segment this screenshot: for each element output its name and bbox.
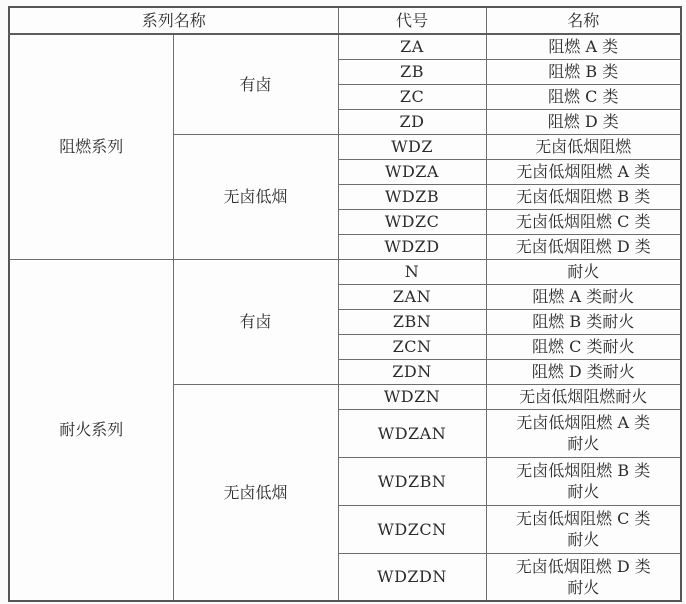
- name-cell: 无卤低烟阻燃 B 类耐火: [486, 457, 681, 505]
- series-group-label: 耐火系列: [9, 259, 173, 601]
- name-cell: 阻燃 B 类耐火: [486, 309, 681, 334]
- code-cell: ZCN: [338, 334, 486, 359]
- name-cell: 阻燃 D 类耐火: [486, 359, 681, 384]
- code-cell: ZB: [338, 59, 486, 84]
- code-cell: WDZCN: [338, 505, 486, 553]
- name-cell: 无卤低烟阻燃 A 类耐火: [486, 409, 681, 457]
- name-cell: 阻燃 A 类耐火: [486, 284, 681, 309]
- code-cell: WDZ: [338, 134, 486, 159]
- name-cell: 无卤低烟阻燃: [486, 134, 681, 159]
- name-cell: 无卤低烟阻燃 C 类: [486, 209, 681, 234]
- code-cell: WDZC: [338, 209, 486, 234]
- name-cell: 阻燃 A 类: [486, 34, 681, 59]
- code-cell: ZD: [338, 109, 486, 134]
- code-cell: ZAN: [338, 284, 486, 309]
- header-row: [9, 7, 681, 34]
- subgroup-label: 无卤低烟: [173, 384, 338, 601]
- name-cell: 耐火: [486, 259, 681, 284]
- code-cell: N: [338, 259, 486, 284]
- code-cell: ZDN: [338, 359, 486, 384]
- code-cell: WDZB: [338, 184, 486, 209]
- table-row: [9, 34, 681, 59]
- code-cell: WDZDN: [338, 553, 486, 601]
- code-cell: WDZA: [338, 159, 486, 184]
- subgroup-label: 有卤: [173, 259, 338, 384]
- name-cell: 无卤低烟阻燃 D 类: [486, 234, 681, 259]
- name-cell: 无卤低烟阻燃耐火: [486, 384, 681, 409]
- header-name: 名称: [486, 7, 681, 34]
- series-group-label: 阻燃系列: [9, 34, 173, 259]
- name-cell: 无卤低烟阻燃 D 类耐火: [486, 553, 681, 601]
- cable-series-table: [8, 6, 682, 602]
- code-cell: ZC: [338, 84, 486, 109]
- table-row: [9, 259, 681, 284]
- subgroup-label: 有卤: [173, 34, 338, 134]
- code-cell: WDZD: [338, 234, 486, 259]
- name-cell: 阻燃 C 类: [486, 84, 681, 109]
- code-cell: WDZN: [338, 384, 486, 409]
- name-cell: 无卤低烟阻燃 B 类: [486, 184, 681, 209]
- name-cell: 阻燃 B 类: [486, 59, 681, 84]
- code-cell: WDZAN: [338, 409, 486, 457]
- header-series-name: 系列名称: [9, 7, 338, 34]
- code-cell: ZBN: [338, 309, 486, 334]
- name-cell: 无卤低烟阻燃 C 类耐火: [486, 505, 681, 553]
- subgroup-label: 无卤低烟: [173, 134, 338, 259]
- header-code: 代号: [338, 7, 486, 34]
- name-cell: 阻燃 D 类: [486, 109, 681, 134]
- code-cell: WDZBN: [338, 457, 486, 505]
- name-cell: 阻燃 C 类耐火: [486, 334, 681, 359]
- code-cell: ZA: [338, 34, 486, 59]
- name-cell: 无卤低烟阻燃 A 类: [486, 159, 681, 184]
